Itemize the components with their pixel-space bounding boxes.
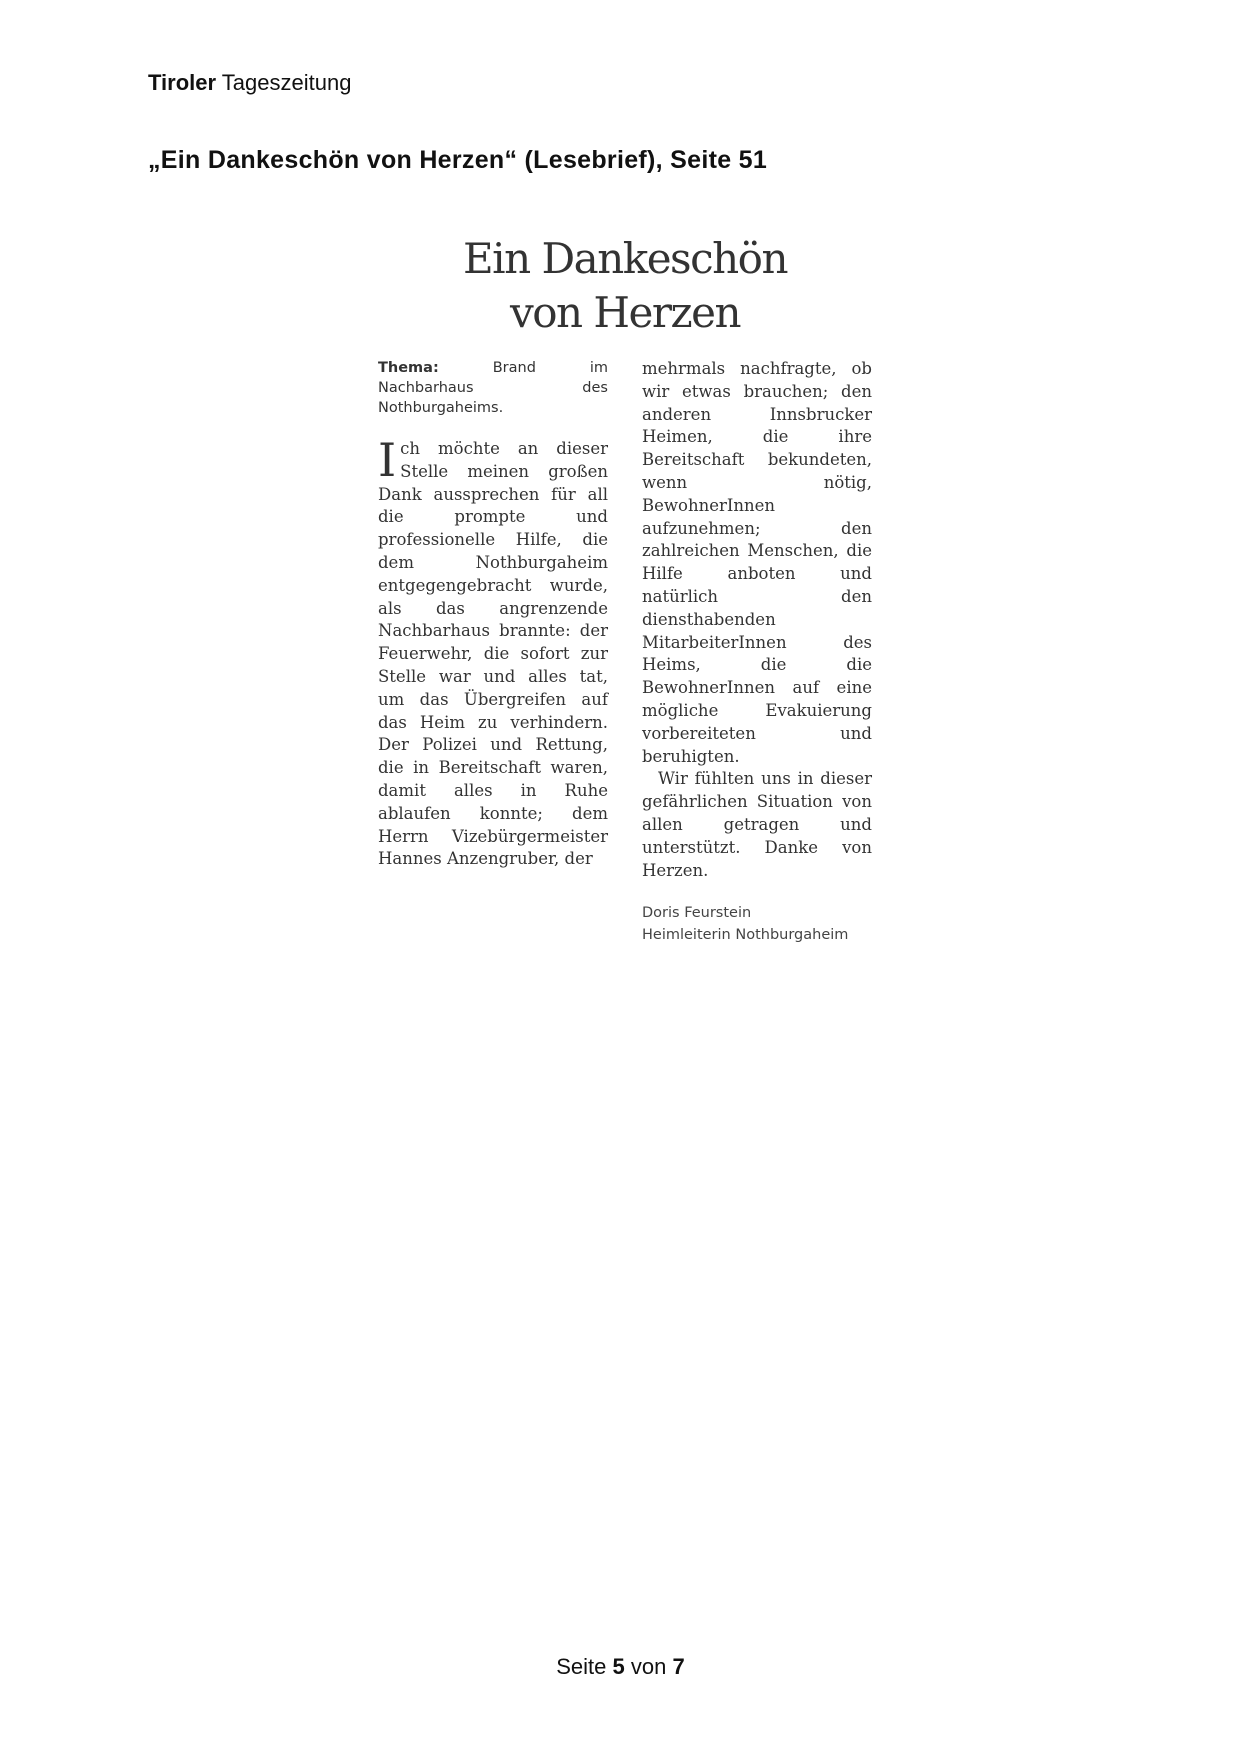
article-headline (378, 232, 872, 340)
publication-name-rest: Tageszeitung (221, 70, 352, 95)
footer-page-current: 5 (612, 1654, 625, 1679)
article-columns (378, 358, 872, 946)
thema-line (378, 358, 608, 418)
author-name: Doris Feurstein (642, 905, 752, 922)
signature-block (642, 902, 872, 946)
thema-text: Brand im Nachbarhaus des Nothburgaheims. (378, 360, 608, 416)
paragraph-1-part-1 (378, 433, 608, 871)
thema-label: Thema: (378, 360, 439, 376)
footer-page-of: von (630, 1654, 667, 1679)
author-role: Heimleiterin Nothburgaheim (642, 927, 849, 944)
newspaper-clipping (378, 232, 872, 946)
paragraph-2: Wir fühlten uns in dieser gefährlichen Situation von allen getragen und unterstützt. Danke von Herzen. (642, 769, 872, 880)
footer-page-label: Seite (556, 1654, 607, 1679)
footer-page-total: 7 (672, 1654, 685, 1679)
paragraph-1-part-2: mehrmals nachfragte, ob wir etwas brauchen; den anderen Innsbrucker Heimen, die ihre Bereitschaft bekundeten, wenn nötig, BewohnerInnen aufzunehmen; den zahlreichen Menschen, die Hilfe anboten und natürlich den diensthabenden MitarbeiterInnen des Heims, die die BewohnerInnen auf eine mögliche Evakuierung vorbereiteten und beruhigten. (642, 359, 872, 766)
headline-line-1: Ein Dankeschön (462, 234, 788, 283)
page-footer (0, 1654, 1241, 1680)
article-column-right (642, 358, 872, 946)
document-title: „Ein Dankeschön von Herzen“ (Lesebrief), Seite 51 (148, 146, 768, 174)
publication-name-bold: Tiroler (148, 70, 217, 95)
article-column-left (378, 358, 608, 946)
drop-cap: I (378, 433, 397, 487)
paragraph-1-text-left: ch möchte an dieser Stelle meinen großen Dank aussprechen für all die prompte und professionelle Hilfe, die dem Nothburgaheim entgegengebracht wurde, als das angrenzende Nachbarhaus brannte: der Feuerwehr, die sofort zur Stelle war und alles tat, um das Übergreifen auf das Heim zu verhindern. Der Polizei und Rettung, die in Bereitschaft waren, damit alles in Ruhe ablaufen konnte; dem Herrn Vizebürgermeister Hannes Anzengruber, der (378, 439, 608, 869)
headline-line-2: von Herzen (509, 288, 740, 337)
publication-name (148, 70, 351, 96)
